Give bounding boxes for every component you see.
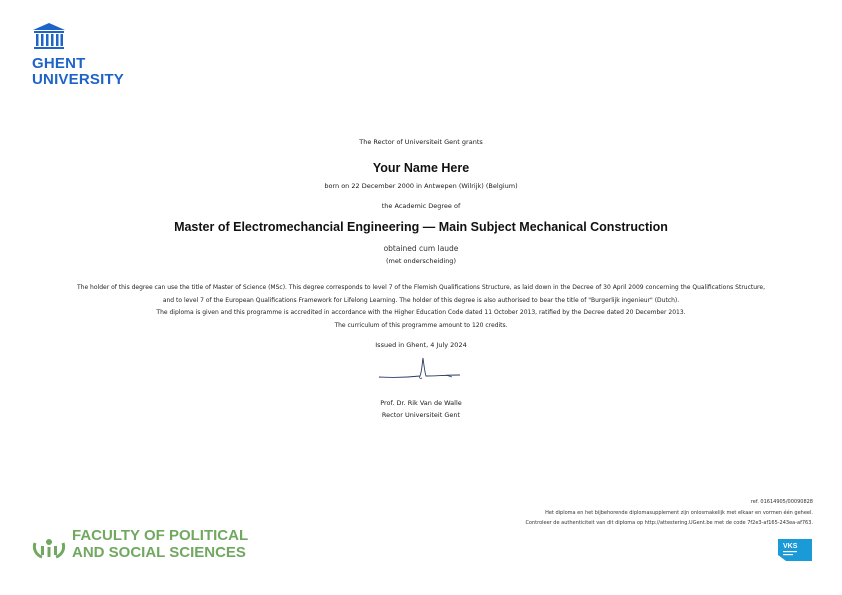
degree-title: Master of Electromechancial Engineering — Main Subject Mechanical Construction [174,220,668,234]
rector-signature [376,354,466,382]
faculty-line-1: FACULTY OF POLITICAL [72,527,249,544]
honour-dutch: (met onderscheiding) [386,257,456,265]
paragraph-line: and to level 7 of the European Qualifications Framework for Lifelong Learning. The holder of this degree is also authorised to bear the title of "Burgerlijk ingenieur" (Dutch). [162,296,680,304]
graduate-name: Your Name Here [372,161,470,175]
paragraph-line: The holder of this degree can use the title of Master of Science (MSc). This degree corresponds to level 7 of the Flemish Qualifications Structure, as laid down in the Decree of 30 April 2009 concerning the Qualifications Structure, [76,284,765,291]
logo-line-2: UNIVERSITY [32,71,125,88]
degree-paragraph [0,282,842,332]
signatory-name: Prof. Dr. Rik Van de Walle [380,399,462,407]
logo-wordmark [32,56,142,88]
logo-line-1: GHENT [32,55,86,72]
faculty-line-2: AND SOCIAL SCIENCES [72,544,246,561]
reference-line-2: Controleer de authenticiteit van dit diploma op http://attestering.UGent.be met de code 7f2e3-af165-243ea-af763. [525,520,813,526]
birth-line: born on 22 December 2000 in Antwepen (Wilrijk) (Belgium) [324,182,518,190]
ghent-university-logo [32,22,142,88]
reference-block [525,497,813,529]
grant-line: The Rector of Universiteit Gent grants [359,138,483,146]
paragraph-line: The diploma is given and this programme is accredited in accordance with the Higher Education Code dated 11 October 2013, ratified by the Decree dated 20 December 2013. [156,309,686,316]
reference-line-1: Het diploma en het bijbehorende diplomasupplement zijn onlosmakelijk met elkaar en vormen één geheel. [545,509,813,516]
university-building-icon [32,22,66,52]
paragraph-line: The curriculum of this programme amount to 120 credits. [334,321,508,329]
faculty-wordmark [72,527,272,561]
vks-label: VKS [783,543,798,550]
honour-line: obtained cum laude [383,244,459,253]
vks-badge [778,539,812,561]
reference-number: ref. 01614905/00090828 [750,499,813,505]
signatory-title: Rector Universiteit Gent [381,411,461,419]
degree-intro: the Academic Degree of [381,202,461,210]
faculty-emblem-icon [32,535,66,559]
issued-line: Issued in Ghent, 4 July 2024 [375,341,467,349]
